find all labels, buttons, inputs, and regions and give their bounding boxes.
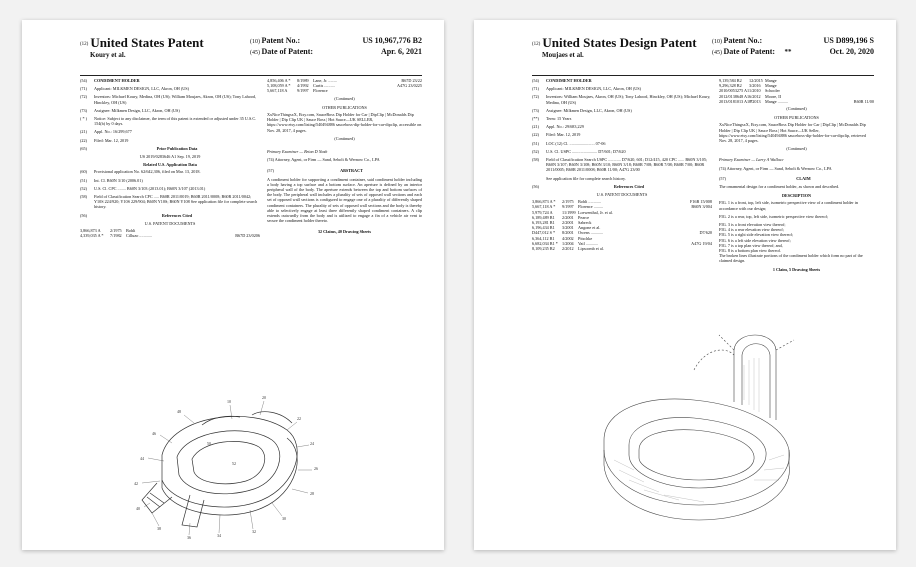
doc-type: United States Design Patent [542,35,697,50]
doc-type: United States Patent [90,35,204,50]
inventor-short: Koury et al. [90,51,126,59]
svg-text:22: 22 [297,416,301,421]
svg-text:36: 36 [187,535,191,540]
condiment-holder-utility-drawing [132,385,332,545]
reference-row: 4,856,406 A * 8/1989 Lane, Jr. ........ B67D 23/22 [267,78,422,83]
patent-date-row: (45) Date of Patent: Apr. 6, 2021 [250,47,422,56]
desc-line: FIG. 1 is a front, top, left side, isometric perspective view of a condiment holder in accordance with our design; [719,200,858,211]
svg-text:30: 30 [282,516,286,521]
provisional-field: Provisional application No. 62/642,306, filed on Mar. 13, 2018. [94,169,201,175]
patent-header: (12) United States Design Patent Moujaes et al. (10) Patent No.: US D899,196 S (45) Date of Patent: ** Oct. 20, 2020 [532,35,874,76]
search-note: See application file for complete search history. [546,175,626,181]
desc-line: FIG. 7 is a top plan view thereof; and, [719,242,783,248]
reference-row: 6,364,112 B1 4/2002 Pitschke [532,235,593,241]
other-pubs-text: XxNiceThingsxX, Etsy.com, SauceBoss Dip Holder for Car | DipClip | McDonalds Dip Holder | Dip Clip UK | Sauce Boss | Hot Sauce—UK SELLER, https://www.etsy.com/listing/540494886 sauceboss-dip-holder-for-car-dipclip, accessible on Nov. 28, 2017, 4 pages. [267,112,422,133]
patent-number-row: (10) Patent No.: US D899,196 S [712,36,874,45]
continued-label-2: (Continued) [786,146,807,152]
svg-text:44: 44 [140,456,144,461]
continued-label: (Continued) [334,95,355,101]
loc-field: LOC (12) Cl. ........................ 07-06 [546,140,606,146]
patent-number: US D899,196 S [823,36,874,45]
attorney-agent: (74) Attorney, Agent, or Firm — Sand, Sebolt & Wernow Co., LPA [719,165,832,171]
desc-line: FIG. 8 is a bottom plan view thereof. [719,248,781,254]
inventors-field: Inventors: Michael Koury, Medina, OH (US); William Moujaes, Akron, OH (US); Tony Lahood, Hinckley, OH (US) [94,94,257,105]
patent-date: Oct. 20, 2020 [829,47,874,56]
svg-text:32: 32 [252,529,256,534]
filed-field: Filed: Mar. 12, 2019 [94,137,129,143]
abstract-title: ABSTRACT [340,168,363,174]
patent-header: (12) United States Patent Koury et al. (10) Patent No.: US 10,967,776 B2 (45) Date of Patent: Apr. 6, 2021 [80,35,422,76]
reference-row: 5,667,118 A * 9/1997 Florence ......... B60N 3/004 [532,204,712,210]
left-column: (54) CONDIMENT HOLDER (71) Applicant: MILKMEN DESIGN, LLC, Akron, OH (US) (72) Inventors: Michael Koury, Medina, OH (US); William Moujaes, Akron, OH (US); Tony Lahood, Hinckley, OH (US) (73) Assignee: Milkmen Design, LLC, Akron, OH (US) ( * ) Notice: Subject to any disclaimer, the term of this patent is extended or adjusted under 35 U.S.C. 154(b) by 0 days. (21) Appl. No.: 16/299,677 (22) Filed: Mar. 12, 2019 (65) Prior Publication Data US 2019/0283646 A1 Sep. 19, 2019 Related U.S. Application Data (60) Provisional application No. 62/642,306, filed on Mar. 13, 2018. (51) Int. Cl. B60N 3/10 (2006.01) (52) U.S. Cl. CPC ........ B60N 3/103 (2013.01); B60N 3/107 (2013.01) (58) Field of Classification Search CPC ..... B60R 2011/0019; B60R 2011/0008; B60R 2011/0042; Y10S 224/920; Y10S 229/904; B60N Y10S; B60N Y108 See application file for complete search history. (56) References Cited U.S. PATENT DOCUMENTS 3,866,873 A 2/1975 Bohli 4,339,035 A * 7/1982 Cilluzo ............ B67D 23/0206 [80,78,260,239]
continued-label: (Continued) [786,106,807,112]
attorney-agent: (74) Attorney, Agent, or Firm — Sand, Sebolt & Wernow Co., LPA [267,157,380,163]
svg-text:26: 26 [314,466,318,471]
appl-no-field: Appl. No.: 16/299,677 [94,129,132,135]
svg-text:48: 48 [177,409,181,414]
notice-field: Notice: Subject to any disclaimer, the term of this patent is extended or adjusted under 35 U.S.C. 154(b) by 0 days. [94,116,257,127]
claim-text: The ornamental design for a condiment holder, as shown and described. [719,184,840,190]
reference-row: 9,296,328 B2 3/2016 Mange [719,83,777,89]
condiment-holder-design-drawing [584,310,814,540]
desc-line: FIG. 6 is a left side elevation view thereof; [719,237,791,243]
reference-row: 3,866,873 A 2/1975 Bohli [80,228,136,234]
patent-date: Apr. 6, 2021 [380,47,422,56]
us-docs-title: U.S. PATENT DOCUMENTS [596,192,648,198]
primary-examiner: Primary Examiner — Larry A Wallace [719,157,784,163]
right-column: 4,856,406 A * 8/1989 Lane, Jr. ........ B67D 23/22 5,108,059 A * 4/1992 Curtis .......... A47G 23/0225 5,667,118 A 9/1997 Florence (Continued) OTHER PUBLICATIONS XxNiceThingsxX, Etsy.com, SauceBoss Dip Holder for Car | DipClip | McDonalds Dip Holder | Dip Clip UK | Sauce Boss | Hot Sauce—UK SELLER, https://www.etsy.com/listing/540494886 sauceboss-dip-holder-for-car-dipclip, accessible on Nov. 28, 2017, 4 pages. (Continued) Primary Examiner — Brian D Nash (74) Attorney, Agent, or Firm — Sand, Sebolt & Wernow Co., LPA (57) ABSTRACT A condiment holder for supporting a condiment container, said condiment holder including a body having a top surface and a bottom surface. An aperture is defined by an interior peripheral wall of the body. The aperture extends between the top and bottom surfaces of the body. The peripheral wall includes a plurality of sets of opposed wall sections and each set of opposed wall sections is configured to engage one of a plurality of differently shaped condiment containers. The plurality of sets of opposed wall sections and the body is thereby able to selectively engage at least three differently shaped condiment containers. A clip extends outwardly from the body and is utilized to engage a fin of a vehicle air vent to secure the condiment holder thereto. 32 Claims, 40 Drawing Sheets [267,78,422,235]
svg-text:46: 46 [152,431,156,436]
svg-text:50: 50 [207,441,211,446]
us-docs-title: U.S. PATENT DOCUMENTS [144,220,196,226]
svg-text:28: 28 [310,491,314,496]
desc-line: FIG. 4 is a rear elevation view thereof; [719,227,784,233]
applicant-field: Applicant: MILKMEN DESIGN, LLC, Akron, OH (US) [94,86,190,92]
reference-row: 6,193,281 B1 2/2001 Sabreck [532,220,592,226]
reference-row: 5,667,118 A 9/1997 Florence [267,88,328,94]
title-field: CONDIMENT HOLDER [94,78,140,83]
reference-row: 5,979,724 A 11/1999 Loewenthal, Jr. et al. [532,209,613,215]
continued-label-2: (Continued) [334,135,355,141]
svg-text:40: 40 [136,506,140,511]
left-column: (54) CONDIMENT HOLDER (71) Applicant: MILKMEN DESIGN, LLC, Akron, OH (US) (72) Inventors: William Moujaes, Akron, OH (US); Tony Lahood, Hinckley, OH (US); Michael Koury, Medina, OH (US) (73) Assignee: Milkmen Design, LLC, Akron, OH (US) (**) Term: 15 Years (21) Appl. No.: 29/683,229 (22) Filed: Mar. 12, 2019 (51) LOC (12) Cl. ........................ 07-06 (52) U.S. Cl. USPC ........................ D7/601; D7/620 (58) Field of Classification Search USPC ............ D7/620, 601; D12/415, 420 CPC ...... B60N 3/105; B60N 3/107; B60N 3/108; B60N 3/10; B60N 3/18; B60R 7/08; B60R 7/08; B60R 7/00; B60R 2011/0005; B60R 2011/0008; B60R 11/00; A47G 23/00 See application file for complete search history. (56) References Cited U.S. PATENT DOCUMENTS 3,866,873 A * 2/1975 Bohli ............ F16B 15/008 5,667,118 A * 9/1997 Florence ......... B60N 3/004 5,979,724 A 11/1999 Loewenthal, Jr. et al. 6,189,489 B1 2/2001 Pearce 6,193,281 B1 2/2001 Sabreck 6,196,434 B1 3/2001 Angone et al. D447,012 S * 8/2001 Owens ............ D7/620 6,364,112 B1 4/2002 Pitschke 6,682,034 B1 * 1/2004 Vail ............ A47G 19/04 8,109,235 B2 2/2012 Lipscomb et al. [532,78,712,252]
reference-row: 6,196,434 B1 3/2001 Angone et al. [532,225,601,231]
us-cl-field: U.S. Cl. USPC ........................ D7/601; D7/620 [546,148,626,154]
assignee-field: Assignee: Milkmen Design, LLC, Akron, OH (US) [546,107,632,113]
svg-text:20: 20 [262,395,266,400]
patent-number-row: (10) Patent No.: US 10,967,776 B2 [250,36,422,45]
claims-summary: 32 Claims, 40 Drawing Sheets [317,229,372,235]
other-pubs-title: OTHER PUBLICATIONS [322,104,367,110]
svg-text:34: 34 [217,533,221,538]
inventors-field: Inventors: William Moujaes, Akron, OH (US); Tony Lahood, Hinckley, OH (US); Michael Koury, Medina, OH (US) [546,94,711,105]
reference-row: 9,139,584 B2 12/2015 Mange [719,78,777,83]
svg-text:38: 38 [157,526,161,531]
search-field: Field of Classification Search USPC ............ D7/620, 601; D12/415, 420 CPC ...... B60N 3/105; B60N 3/107; B60N 3/108; B60N 3/10; B60N 3/18; B60R 7/08; B60R 7/08; B60R 7/00; B60R 2011/0005; B60R 2011/0008; B60R 11/00; A47G 23/00 [546,157,708,173]
svg-text:42: 42 [134,481,138,486]
reference-row: 4,339,035 A * 7/1982 Cilluzo ............ B67D 23/0206 [80,233,260,239]
desc-line: The broken lines illustrate portions of the condiment holder which form no part of the claimed design. [719,253,863,264]
svg-text:10: 10 [227,399,231,404]
reference-row: 2013/0181013 A1 * 8/2013 Mange .......... B60R 11/00 [719,98,874,104]
related-title: Related U.S. Application Data [143,162,197,168]
design-patent-page [474,20,896,550]
reference-row: 6,682,034 B1 * 1/2004 Vail ............ A47G 19/04 [532,240,712,246]
inventor-short: Moujaes et al. [542,51,584,59]
int-cl-field: Int. Cl. B60N 3/10 (2006.01) [94,177,143,183]
claims-summary: 1 Claim, 5 Drawing Sheets [772,266,821,272]
reference-row: 5,108,059 A * 4/1992 Curtis .......... A47G 23/0225 [267,83,422,89]
filed-field: Filed: Mar. 12, 2019 [546,132,581,138]
svg-text:24: 24 [310,441,314,446]
right-column: 9,139,584 B2 12/2015 Mange 9,296,328 B2 3/2016 Mange 2010/0053275 A1 1/2010 Schooler 2012/0138648 A1 6/2012 Moore, II 2013/0181013 A1 * 8/2013 Mange .......... B60R 11/00 (Continued) OTHER PUBLICATIONS XxNiceThingsxX, Etsy.com, SauceBoss Dip Holder for Car | DipClip | McDonalds Dip Holder | Dip Clip UK | Sauce Boss | Hot Sauce—UK Seller, https://www.etsy.com/listing/540494886 sauceboss-dip-holder-for-car-dipclip, retrieved Nov. 28, 2017, 4 pages. (Continued) Primary Examiner — Larry A Wallace (74) Attorney, Agent, or Firm — Sand, Sebolt & Wernow Co., LPA (57) CLAIM The ornamental design for a condiment holder, as shown and described. DESCRIPTION FIG. 1 is a front, top, left side, isometric perspective view of a condiment holder in accordance with our design; FIG. 2 is a rear, top, left side, isometric perspective view thereof; FIG. 3 is a front elevation view thereof; FIG. 4 is a rear elevation view thereof; FIG. 5 is a right side elevation view thereof; FIG. 6 is a left side elevation view thereof; FIG. 7 is a top plan view thereof; and, FIG. 8 is a bottom plan view thereof. The broken lines illustrate portions of the condiment holder which form no part of the claimed design. 1 Claim, 5 Drawing Sheets [719,78,874,272]
title-field: CONDIMENT HOLDER [546,78,592,83]
description-title: DESCRIPTION [781,193,812,199]
claim-title: CLAIM [796,175,811,181]
reference-row: 2012/0138648 A1 6/2012 Moore, II [719,93,782,99]
reference-row: 6,189,489 B1 2/2001 Pearce [532,214,590,220]
prior-pub: US 2019/0283646 A1 Sep. 19, 2019 [139,154,201,160]
search-field: Field of Classification Search CPC ..... B60R 2011/0019; B60R 2011/0008; B60R 2011/0042; Y10S 224/920; Y10S 229/904; B60N Y10S; B60N Y108 See application file for complete search history. [94,194,258,210]
svg-text:52: 52 [232,461,236,466]
other-pubs-text: XxNiceThingsxX, Etsy.com, SauceBoss Dip Holder for Car | DipClip | McDonalds Dip Holder | Dip Clip UK | Sauce Boss | Hot Sauce—UK Seller, https://www.etsy.com/listing/540494886 sauceboss-dip-holder-for-car-dipclip, retrieved Nov. 28, 2017, 4 pages. [719,122,867,144]
date-mark: ** [784,48,792,56]
refs-title: References Cited [613,183,645,189]
assignee-field: Assignee: Milkmen Design, LLC, Akron, OH (US) [94,107,180,113]
prior-pub-title: Prior Publication Data [156,145,198,151]
other-pubs-title: OTHER PUBLICATIONS [774,115,819,121]
reference-row: 8,109,235 B2 2/2012 Lipscomb et al. [532,246,604,252]
appl-no-field: Appl. No.: 29/683,229 [546,124,584,130]
reference-row: 2010/0053275 A1 1/2010 Schooler [719,88,780,94]
desc-line: FIG. 2 is a rear, top, left side, isometric perspective view thereof; [719,213,829,219]
primary-examiner: Primary Examiner — Brian D Nash [267,149,328,155]
utility-patent-page [22,20,444,550]
us-cl-field: U.S. Cl. CPC ........ B60N 3/103 (2013.01); B60N 3/107 (2013.01) [94,185,206,191]
patent-number: US 10,967,776 B2 [362,36,422,45]
reference-row: D447,012 S * 8/2001 Owens ............ D7/620 [532,230,712,236]
term-field: Term: 15 Years [546,116,572,122]
refs-title: References Cited [161,212,193,218]
desc-line: FIG. 5 is a right side elevation view thereof; [719,232,794,238]
applicant-field: Applicant: MILKMEN DESIGN, LLC, Akron, OH (US) [546,86,642,92]
patent-date-row: (45) Date of Patent: ** Oct. 20, 2020 [712,47,874,56]
desc-line: FIG. 3 is a front elevation view thereof; [719,222,786,228]
reference-row: 3,866,873 A * 2/1975 Bohli ............ F16B 15/008 [532,199,712,205]
abstract-text: A condiment holder for supporting a condiment container, said condiment holder including a body having a top surface and a bottom surface. An aperture is defined by an interior peripheral wall of the body. The aperture extends between the top and bottom surfaces of the body. The peripheral wall includes a plurality of sets of opposed wall sections and each set of opposed wall sections is configured to engage one of a plurality of differently shaped condiment containers. The plurality of sets of opposed wall sections and the body is thereby able to selectively engage at least three differently shaped condiment containers. A clip extends outwardly from the body and is utilized to engage a fin of a vehicle air vent to secure the condiment holder thereto. [267,176,422,224]
